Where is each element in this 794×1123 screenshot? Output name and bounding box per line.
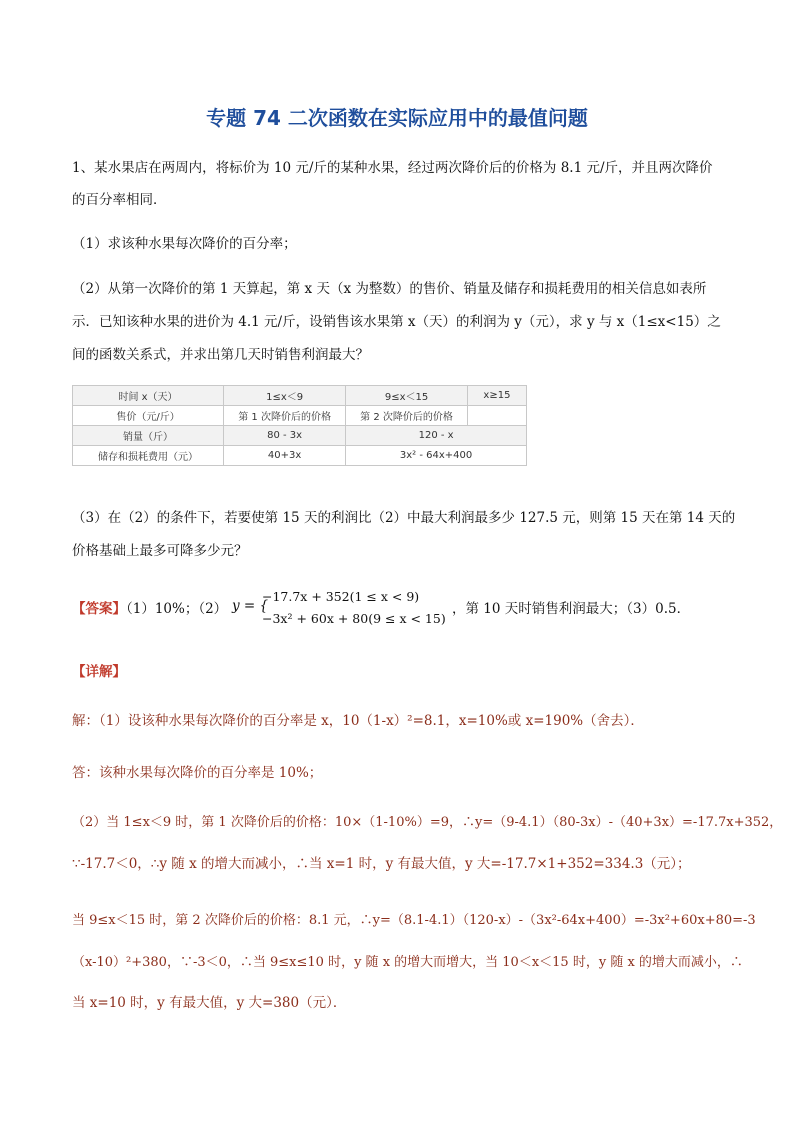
answer-piece-1: −17.7x + 352(1 ≤ x < 9) <box>262 589 420 604</box>
answer-tail: ，第 10 天时销售利润最大；（3）0.5． <box>452 601 691 617</box>
detail-line-4: ∵-17.7＜0，∴y 随 x 的增大而减小，∴当 x=1 时，y 有最大值，y 大=-17.7×1+352=334.3（元）； <box>72 856 691 872</box>
detail-line-6: （x-10）²+380，∵-3＜0，∴当 9≤x≤10 时，y 随 x 的增大而增大，当 10＜x＜15 时，y 随 x 的增大而减小，∴ <box>72 955 743 970</box>
answer-part-1: （1）10%；（2） <box>126 601 228 617</box>
question-line-1: 1、某水果店在两周内，将标价为 10 元/斤的某种水果，经过两次降价后的价格为 8.1 元/斤，并且两次降价 <box>72 160 713 176</box>
table-cell <box>467 406 526 426</box>
detail-line-7: 当 x=10 时，y 有最大值，y 大=380（元）． <box>72 995 347 1011</box>
detail-line-1: 解：（1）设该种水果每次降价的百分率是 x，10（1-x）²=8.1，x=10%或 x=190%（舍去）． <box>72 713 644 729</box>
question-line-2: 的百分率相同． <box>72 192 167 208</box>
answer-piece-2: −3x² + 60x + 80(9 ≤ x < 15) <box>262 611 446 626</box>
table-cell: 第 1 次降价后的价格 <box>224 406 346 426</box>
table-cell: 第 2 次降价后的价格 <box>346 406 468 426</box>
table-cell: 销量（斤） <box>73 426 224 446</box>
answer-y-equals: y = { <box>232 598 269 614</box>
table-row <box>73 406 527 426</box>
detail-line-5: 当 9≤x＜15 时，第 2 次降价后的价格：8.1 元，∴y=（8.1-4.1）（120-x）-（3x²-64x+400）=-3x²+60x+80=-3 <box>72 913 756 928</box>
table-cell: x≥15 <box>467 386 526 406</box>
table-row <box>73 386 527 406</box>
table-cell: 1≤x＜9 <box>224 386 346 406</box>
detail-tag: 【详解】 <box>72 664 126 680</box>
question-part-2-line-3: 间的函数关系式，并求出第几天时销售利润最大？ <box>72 347 369 363</box>
table-cell: 80 - 3x <box>224 426 346 446</box>
question-part-2-line-2: 示．已知该种水果的进价为 4.1 元/斤，设销售该水果第 x（天）的利润为 y（元），求 y 与 x（1≤x<15）之 <box>72 314 721 330</box>
detail-line-2: 答：该种水果每次降价的百分率是 10%； <box>72 765 323 781</box>
table-cell: 储存和损耗费用（元） <box>73 446 224 466</box>
table-cell: 3x² - 64x+400 <box>346 446 527 466</box>
page-title: 专题 74 二次函数在实际应用中的最值问题 <box>206 106 588 130</box>
question-part-3-line-1: （3）在（2）的条件下，若要使第 15 天的利润比（2）中最大利润最多少 127.5 元，则第 15 天在第 14 天的 <box>72 510 736 526</box>
question-part-3-line-2: 价格基础上最多可降多少元？ <box>72 543 248 559</box>
detail-line-3: （2）当 1≤x＜9 时，第 1 次降价后的价格：10×（1-10%）=9，∴y=（9-4.1）（80-3x）-（40+3x）=-17.7x+352， <box>72 815 783 830</box>
table-row <box>73 446 527 466</box>
question-part-1: （1）求该种水果每次降价的百分率； <box>72 236 297 252</box>
table-cell: 40+3x <box>224 446 346 466</box>
answer-line <box>72 599 227 619</box>
table-cell: 时间 x（天） <box>73 386 224 406</box>
table-cell: 售价（元/斤） <box>73 406 224 426</box>
table-cell: 9≤x＜15 <box>346 386 468 406</box>
info-table <box>72 385 527 466</box>
table-cell: 120 - x <box>346 426 527 446</box>
question-part-2-line-1: （2）从第一次降价的第 1 天算起，第 x 天（x 为整数）的售价、销量及储存和损耗费用的相关信息如表所 <box>72 281 707 297</box>
table-row <box>73 426 527 446</box>
answer-tag: 【答案】 <box>72 601 126 617</box>
